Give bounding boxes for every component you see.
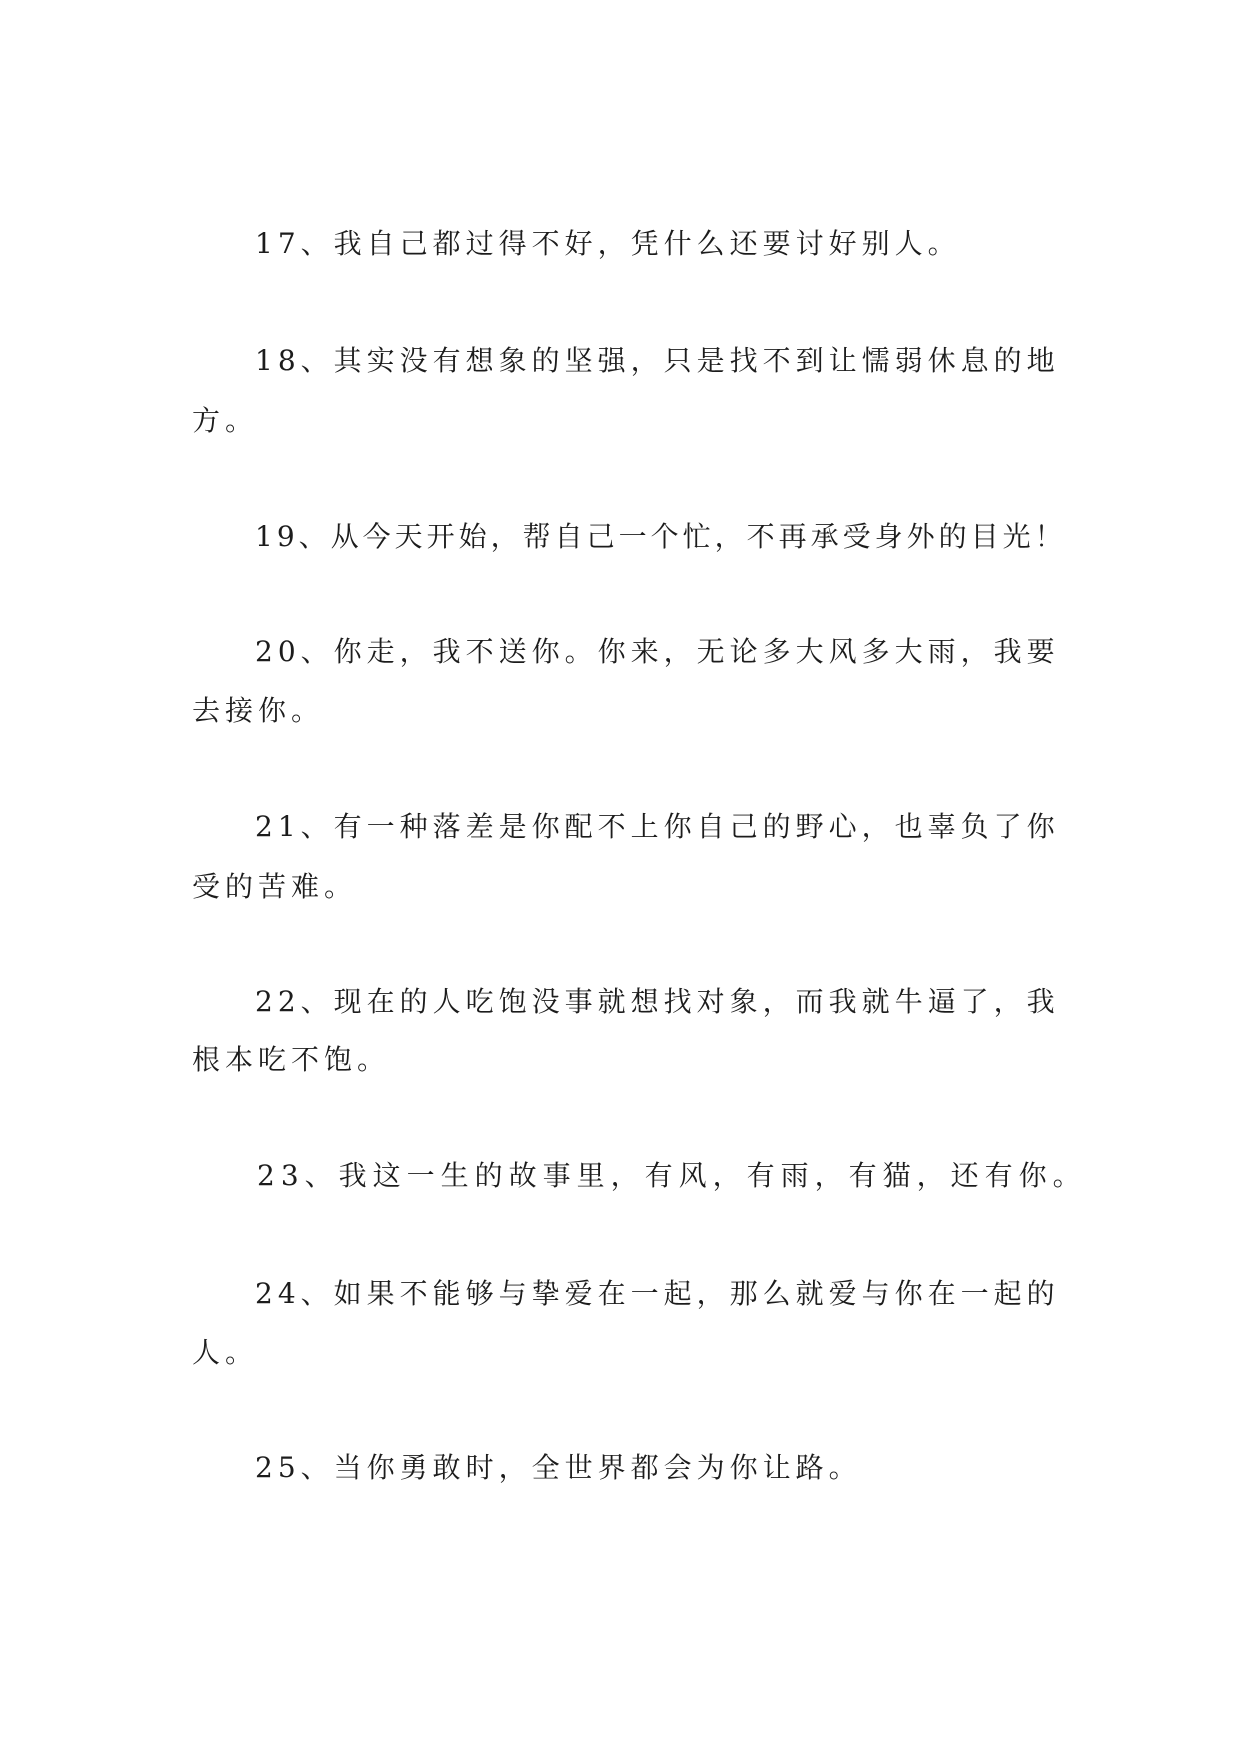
quote-line: 23、我这一生的故事里，有风，有雨，有猫，还有你。 [257,1159,1087,1192]
quote-line-continued: 方。 [192,404,259,437]
quote-line: 21、有一种落差是你配不上你自己的野心，也辜负了你 [255,810,1060,843]
quote-line: 20、你走，我不送你。你来，无论多大风多大雨，我要 [255,635,1060,668]
quote-line: 25、当你勇敢时，全世界都会为你让路。 [255,1451,862,1484]
quote-line: 17、我自己都过得不好，凭什么还要讨好别人。 [255,227,961,260]
quote-line: 19、从今天开始，帮自己一个忙，不再承受身外的目光！ [255,520,1067,553]
quote-line: 22、现在的人吃饱没事就想找对象，而我就牛逼了，我 [255,985,1060,1018]
quote-line: 24、如果不能够与挚爱在一起，那么就爱与你在一起的 [255,1277,1060,1310]
quote-line-continued: 人。 [192,1336,259,1369]
quote-line-continued: 受的苦难。 [192,870,358,903]
quote-line-continued: 去接你。 [192,694,325,727]
quote-line: 18、其实没有想象的坚强，只是找不到让懦弱休息的地 [255,344,1060,377]
quote-line-continued: 根本吃不饱。 [192,1043,391,1076]
